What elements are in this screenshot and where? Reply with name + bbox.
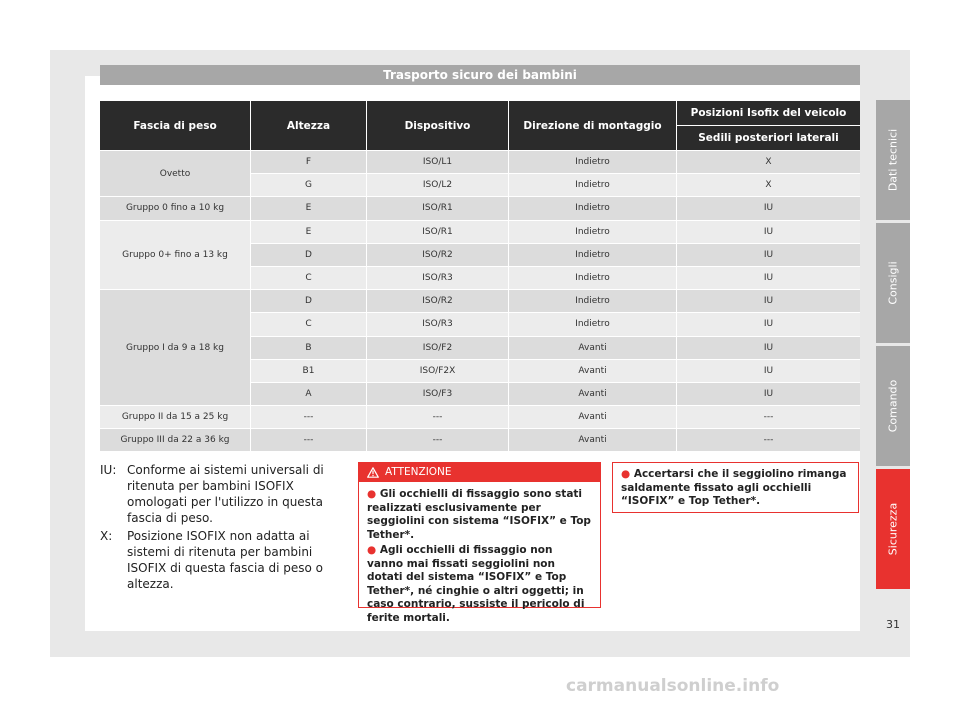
cell-posizione: IU	[677, 221, 860, 244]
bullet-icon: ●	[367, 488, 377, 500]
cell-dispositivo: ISO/R2	[367, 290, 509, 313]
cell-posizione: IU	[677, 244, 860, 267]
cell-dispositivo: ISO/R1	[367, 197, 509, 220]
cell-altezza: A	[251, 383, 367, 406]
bullet-icon: ●	[621, 468, 631, 480]
tab-label: Dati tecnici	[886, 128, 900, 192]
table-row	[100, 221, 860, 244]
row-group-label: Gruppo III da 22 a 36 kg	[100, 429, 251, 452]
page-number: 31	[886, 618, 900, 631]
row-group-label: Gruppo 0+ fino a 13 kg	[100, 221, 251, 291]
cell-direzione: Indietro	[509, 151, 677, 174]
note-box	[612, 462, 859, 513]
cell-direzione: Indietro	[509, 290, 677, 313]
legend	[100, 462, 350, 594]
cell-posizione: ---	[677, 429, 860, 452]
cell-dispositivo: ---	[367, 429, 509, 452]
warning-item-text: Agli occhielli di fissaggio non vanno mai fissati seggiolini non dotati del sistema “ISOFIX” e Top Tether*, né cinghie o altri oggetti; in caso contrario, sussiste il pericolo di ferite mortali.	[367, 544, 585, 624]
legend-text: Conforme ai sistemi universali di ritenuta per bambini ISOFIX omologati per l'utilizzo in questa fascia di peso.	[127, 463, 324, 525]
cell-direzione: Indietro	[509, 313, 677, 336]
cell-direzione: Avanti	[509, 429, 677, 452]
cell-altezza: ---	[251, 406, 367, 429]
warning-item	[367, 544, 592, 625]
cell-posizione: X	[677, 174, 860, 197]
cell-dispositivo: ISO/L1	[367, 151, 509, 174]
header-fascia: Fascia di peso	[100, 101, 251, 151]
cell-direzione: Avanti	[509, 406, 677, 429]
tab-label: Sicurezza	[886, 502, 900, 556]
cell-posizione: IU	[677, 267, 860, 290]
cell-posizione: IU	[677, 337, 860, 360]
cell-dispositivo: ISO/F3	[367, 383, 509, 406]
warning-triangle-icon	[367, 467, 379, 478]
row-group-label: Gruppo II da 15 a 25 kg	[100, 406, 251, 429]
cell-direzione: Indietro	[509, 197, 677, 220]
legend-key: X:	[100, 529, 113, 543]
tab-label: Consigli	[886, 261, 900, 305]
row-group-label: Gruppo 0 fino a 10 kg	[100, 197, 251, 220]
tab-label: Comando	[886, 379, 900, 433]
cell-posizione: IU	[677, 383, 860, 406]
cell-direzione: Indietro	[509, 267, 677, 290]
cell-dispositivo: ---	[367, 406, 509, 429]
cell-altezza: E	[251, 221, 367, 244]
table-row	[100, 290, 860, 313]
cell-direzione: Indietro	[509, 244, 677, 267]
cell-altezza: B1	[251, 360, 367, 383]
row-group-label: Ovetto	[100, 151, 251, 197]
tab-dati-tecnici[interactable]	[876, 100, 910, 220]
cell-altezza: C	[251, 313, 367, 336]
tab-comando[interactable]	[876, 346, 910, 466]
cell-altezza: B	[251, 337, 367, 360]
legend-key: IU:	[100, 463, 117, 477]
cell-posizione: IU	[677, 360, 860, 383]
cell-dispositivo: ISO/F2	[367, 337, 509, 360]
header-sedili: Sedili posteriori laterali	[677, 126, 860, 151]
table-row	[100, 406, 860, 429]
cell-dispositivo: ISO/R3	[367, 267, 509, 290]
warning-body	[359, 482, 600, 625]
cell-altezza: G	[251, 174, 367, 197]
cell-dispositivo: ISO/L2	[367, 174, 509, 197]
legend-entry-iu	[100, 462, 350, 526]
isofix-table	[100, 101, 860, 452]
bullet-icon: ●	[367, 544, 377, 556]
tab-sicurezza[interactable]	[876, 469, 910, 589]
legend-entry-x	[100, 528, 350, 592]
cell-direzione: Avanti	[509, 360, 677, 383]
cell-direzione: Indietro	[509, 221, 677, 244]
cell-direzione: Avanti	[509, 337, 677, 360]
cell-posizione: IU	[677, 313, 860, 336]
cell-posizione: X	[677, 151, 860, 174]
warning-item-text: Gli occhielli di fissaggio sono stati realizzati esclusivamente per seggiolini con sistema “ISOFIX” e Top Tether*.	[367, 488, 591, 541]
header-altezza: Altezza	[251, 101, 367, 151]
note-text: Accertarsi che il seggiolino rimanga saldamente fissato agli occhielli “ISOFIX” e Top Tether*.	[621, 468, 847, 507]
cell-altezza: E	[251, 197, 367, 220]
cell-posizione: ---	[677, 406, 860, 429]
cell-direzione: Indietro	[509, 174, 677, 197]
header-direzione: Direzione di montaggio	[509, 101, 677, 151]
watermark: carmanualsonline.info	[566, 676, 780, 696]
cell-dispositivo: ISO/F2X	[367, 360, 509, 383]
header-posizioni: Posizioni Isofix del veicolo	[677, 101, 860, 126]
header-dispositivo: Dispositivo	[367, 101, 509, 151]
cell-posizione: IU	[677, 290, 860, 313]
table-row	[100, 151, 860, 174]
table-row	[100, 197, 860, 220]
warning-item	[367, 488, 592, 542]
cell-direzione: Avanti	[509, 383, 677, 406]
section-title: Trasporto sicuro dei bambini	[100, 65, 860, 85]
cell-altezza: C	[251, 267, 367, 290]
warning-title: ATTENZIONE	[385, 466, 452, 478]
cell-dispositivo: ISO/R1	[367, 221, 509, 244]
tab-consigli[interactable]	[876, 223, 910, 343]
row-group-label: Gruppo I da 9 a 18 kg	[100, 290, 251, 406]
table-row	[100, 429, 860, 452]
cell-altezza: D	[251, 290, 367, 313]
cell-posizione: IU	[677, 197, 860, 220]
legend-text: Posizione ISOFIX non adatta ai sistemi di ritenuta per bambini ISOFIX di questa fascia di peso o altezza.	[127, 529, 324, 591]
cell-altezza: D	[251, 244, 367, 267]
warning-header	[359, 463, 600, 482]
cell-dispositivo: ISO/R2	[367, 244, 509, 267]
cell-dispositivo: ISO/R3	[367, 313, 509, 336]
cell-altezza: ---	[251, 429, 367, 452]
warning-box	[358, 462, 601, 624]
cell-altezza: F	[251, 151, 367, 174]
